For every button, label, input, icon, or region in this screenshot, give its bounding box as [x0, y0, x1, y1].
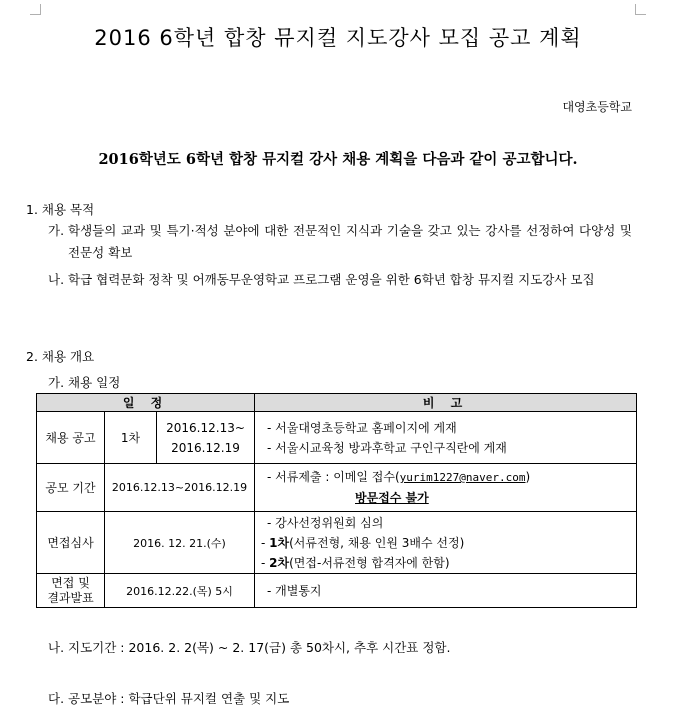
document-title: 2016 6학년 합창 뮤지컬 지도강사 모집 공고 계획 [94, 26, 582, 50]
row-date: 2016.12.13~ 2016.12.19 [157, 412, 255, 464]
item-marker: 가. [48, 223, 65, 238]
no-visit-notice: 방문접수 불가 [355, 491, 429, 505]
row-date: 2016. 12. 21.(수) [105, 512, 255, 574]
schedule-subheading: 가. 채용 일정 [48, 375, 121, 390]
header-note: 비 고 [255, 394, 637, 412]
row-note: - 서울대영초등학교 홈페이지에 게재 - 서울시교육청 방과후학교 구인구직란에 게재 [255, 412, 637, 464]
page-corner-mark-right [635, 4, 646, 15]
item-text: 학생들의 교과 및 특기·적성 분야에 대한 전문적인 지식과 기술을 갖고 있는 강사를 선정하여 다양성 및 전문성 확보 [68, 223, 632, 260]
schedule-table [36, 393, 637, 608]
section-1-item-ga [48, 220, 632, 264]
section-1-heading: 1. 채용 목적 [26, 202, 95, 217]
row-label: 채용 공고 [37, 412, 105, 464]
recruitment-field: 다. 공모분야 : 학급단위 뮤지컬 연출 및 지도 [48, 691, 290, 706]
table-row [37, 574, 637, 608]
section-1-item-na [48, 269, 632, 291]
row-label: 면접심사 [37, 512, 105, 574]
row-date: 2016.12.13~2016.12.19 [105, 464, 255, 512]
row-date: 2016.12.22.(목) 5시 [105, 574, 255, 608]
row-label: 공모 기간 [37, 464, 105, 512]
row-note: - 서류제출 : 이메일 접수(yurim1227@naver.com) 방문접수 불가 [255, 464, 637, 512]
instruction-period: 나. 지도기간 : 2016. 2. 2(목) ~ 2. 17(금) 총 50차시, 추후 시간표 정함. [48, 640, 451, 655]
item-marker: 나. [48, 272, 65, 287]
page-corner-mark-left [30, 4, 41, 15]
header-schedule: 일 정 [37, 394, 255, 412]
row-note: - 개별통지 [255, 574, 637, 608]
table-header-row [37, 394, 637, 412]
table-row [37, 412, 637, 464]
email-address: yurim1227@naver.com [399, 471, 526, 484]
row-note: - 강사선정위원회 심의 - 1차(서류전형, 채용 인원 3배수 선정) - 2차(면접-서류전형 합격자에 한함) [255, 512, 637, 574]
school-name: 대영초등학교 [562, 100, 632, 114]
announcement-statement: 2016학년도 6학년 합창 뮤지컬 강사 채용 계획을 다음과 같이 공고합니다. [98, 151, 578, 168]
row-label: 면접 및 결과발표 [37, 574, 105, 608]
table-row [37, 464, 637, 512]
item-text: 학급 협력문화 정착 및 어깨동무운영학교 프로그램 운영을 위한 6학년 합창 뮤지컬 지도강사 모집 [68, 272, 595, 287]
section-2-heading: 2. 채용 개요 [26, 349, 95, 364]
row-round: 1차 [105, 412, 157, 464]
table-row [37, 512, 637, 574]
